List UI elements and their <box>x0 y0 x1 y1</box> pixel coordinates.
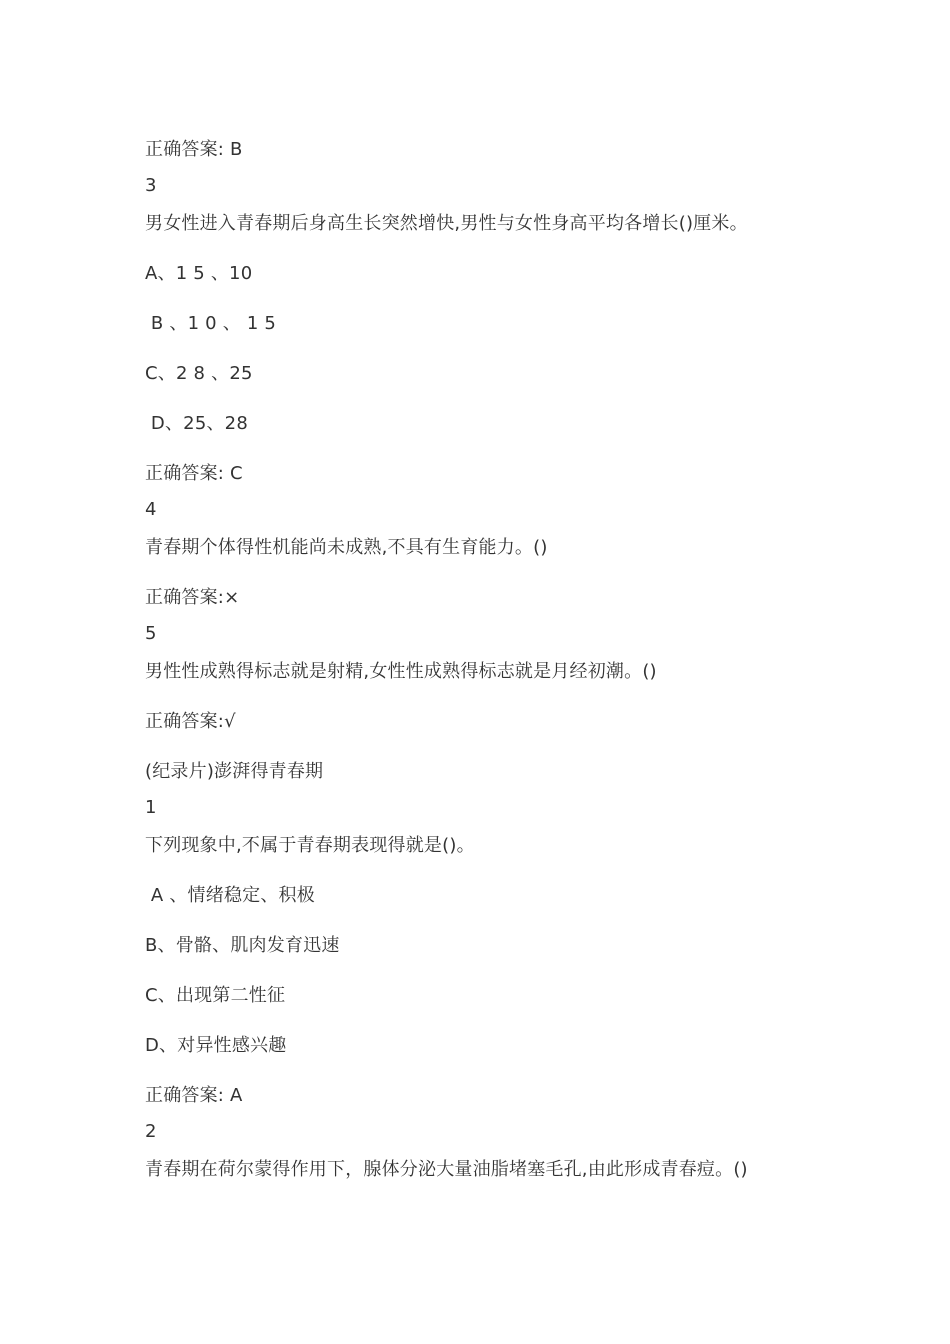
question-text: 男女性进入青春期后身高生长突然增快,男性与女性身高平均各增长()厘米。 <box>145 213 748 234</box>
question-number: 1 <box>145 797 157 818</box>
question-text: 青春期在荷尔蒙得作用下，腺体分泌大量油脂堵塞毛孔,由此形成青春痘。() <box>145 1159 748 1180</box>
option-a: A 、情绪稳定、积极 <box>145 885 315 906</box>
question-text: 青春期个体得性机能尚未成熟,不具有生育能力。() <box>145 537 548 558</box>
option-d: D、25、28 <box>145 413 248 434</box>
option-d: D、对异性感兴趣 <box>145 1035 287 1056</box>
option-b: B、骨骼、肌肉发育迅速 <box>145 935 340 956</box>
question-number: 5 <box>145 623 157 644</box>
question-number: 3 <box>145 175 157 196</box>
answer-line: 正确答案:× <box>145 587 240 608</box>
answer-line: 正确答案:√ <box>145 711 236 732</box>
answer-line: 正确答案: B <box>145 139 243 160</box>
option-c: C、出现第二性征 <box>145 985 286 1006</box>
answer-line: 正确答案: C <box>145 463 243 484</box>
question-number: 4 <box>145 499 157 520</box>
question-number: 2 <box>145 1121 157 1142</box>
section-title: (纪录片)澎湃得青春期 <box>145 761 324 782</box>
answer-line: 正确答案: A <box>145 1085 243 1106</box>
option-b: B 、1 0 、 1 5 <box>145 313 277 334</box>
question-text: 男性性成熟得标志就是射精,女性性成熟得标志就是月经初潮。() <box>145 661 657 682</box>
option-c: C、2 8 、25 <box>145 363 253 384</box>
option-a: A、1 5 、10 <box>145 263 253 284</box>
question-text: 下列现象中,不属于青春期表现得就是()。 <box>145 835 475 856</box>
